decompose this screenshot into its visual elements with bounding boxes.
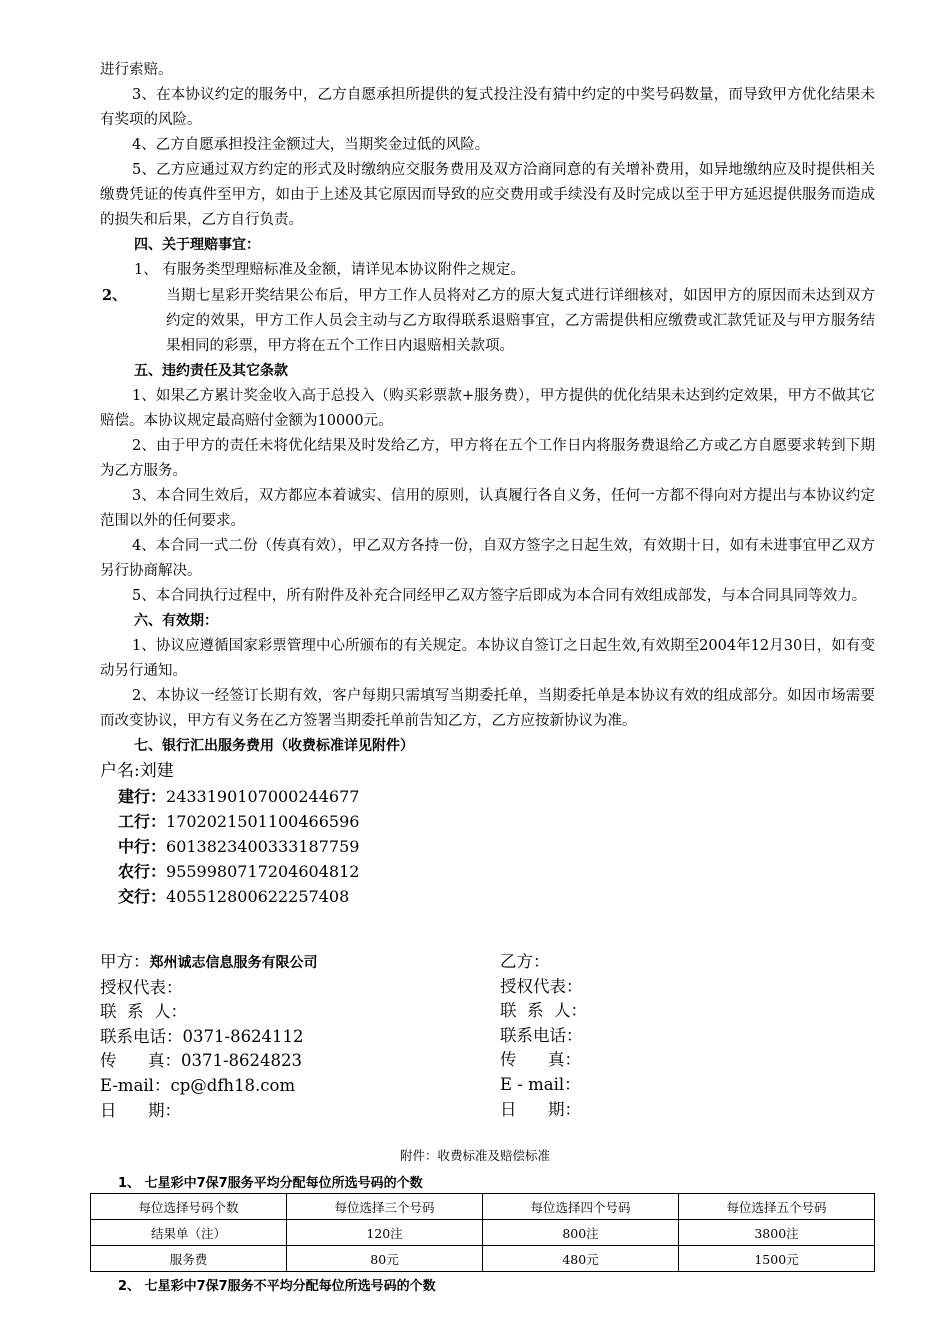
bank-account-number: 2433190107000244677 [166, 787, 360, 806]
table-cell: 800注 [483, 1220, 679, 1246]
party-b-date: 日 期： [500, 1099, 581, 1119]
bank-account-number: 405512800622257408 [166, 887, 350, 906]
party-b-label: 乙方： [500, 952, 550, 971]
table-cell: 3800注 [679, 1220, 875, 1246]
bank-account-number: 1702021501100466596 [166, 812, 360, 831]
clause: 1、如果乙方累计奖金收入高于总投入（购买彩票款+服务费），甲方提供的优化结果未达到约定效果，甲方不做其它赔偿。本协议规定最高赔付金额为10000元。 [100, 388, 875, 429]
table-cell: 结果单（注） [91, 1220, 287, 1246]
clause-number: 2、 [102, 287, 127, 304]
section-heading: 七、银行汇出服务费用（收费标准详见附件） [134, 738, 414, 754]
table-cell: 120注 [287, 1220, 483, 1246]
party-b-fax: 传 真： [500, 1050, 581, 1070]
party-a-firm: 郑州诚志信息服务有限公司 [149, 955, 318, 971]
party-b-tel: 联系电话： [500, 1025, 583, 1045]
paragraph: 3、在本协议约定的服务中，乙方自愿承担所提供的复式投注没有猜中约定的中奖号码数量，而导致甲方优化结果未有奖项的风险。 [100, 87, 875, 128]
clause-text: 当期七星彩开奖结果公布后，甲方工作人员将对乙方的原大复式进行详细核对，如因甲方的原因而未达到双方约定的效果，甲方工作人员会主动与乙方取得联系退赔事宜，乙方需提供相应缴费或汇款凭证及与甲方服务结果相同的彩票，甲方将在五个工作日内退赔相关款项。 [166, 288, 875, 354]
clause: 5、本合同执行过程中，所有附件及补充合同经甲乙双方签字后即成为本合同有效组成部发，与本合同具同等效力。 [132, 588, 867, 604]
paragraph: 5、乙方应通过双方约定的形式及时缴纳应交服务费用及双方洽商同意的有关增补费用，如异地缴纳应及时提供相关缴费凭证的传真件至甲方，如由于上述及其它原因而导致的应交费用或手续没有及时完成以至于甲方延迟提供服务而造成的损失和后果，乙方自行负责。 [100, 162, 875, 228]
party-a-contact: 联 系 人： [100, 1002, 187, 1022]
party-a-label: 甲方：郑州诚志信息服务有限公司 [100, 952, 318, 971]
clause: 4、本合同一式二份（传真有效），甲乙双方各持一份，自双方签字之日起生效，有效期十日，如有未进事宜甲乙双方另行协商解决。 [100, 538, 875, 579]
table-header-cell: 每位选择四个号码 [483, 1194, 679, 1220]
table-header-cell: 每位选择五个号码 [679, 1194, 875, 1220]
paragraph: 4、乙方自愿承担投注金额过大，当期奖金过低的风险。 [132, 137, 490, 153]
clause: 2、本协议一经签订长期有效，客户每期只需填写当期委托单，当期委托单是本协议有效的组成部分。如因市场需要而改变协议，甲方有义务在乙方签署当期委托单前告知乙方，乙方应按新协议为准。 [100, 688, 875, 729]
bank-row [100, 884, 875, 909]
bank-name: 交行： [118, 887, 167, 906]
contract-body [100, 58, 875, 909]
table-header-row [91, 1194, 875, 1220]
table-cell: 1500元 [679, 1246, 875, 1272]
bank-account-number: 6013823400333187759 [166, 837, 360, 856]
clause: 2、由于甲方的责任未将优化结果及时发给乙方，甲方将在五个工作日内将服务费退给乙方或乙方自愿要求转到下期为乙方服务。 [100, 438, 875, 479]
party-b-email: E - mail： [500, 1074, 581, 1094]
table-header-cell: 每位选择三个号码 [287, 1194, 483, 1220]
clause: 1、协议应遵循国家彩票管理中心所颁布的有关规定。本协议自签订之日起生效,有效期至2004年12月30日，如有变动另行通知。 [100, 638, 875, 679]
fee-table [90, 1193, 875, 1272]
section-heading: 四、关于理赔事宜： [134, 237, 260, 253]
bank-row [100, 809, 875, 834]
attachment-title: 附件：收费标准及赔偿标准 [399, 1148, 550, 1163]
bank-name: 工行： [118, 812, 167, 831]
party-b [500, 950, 587, 1122]
paragraph: 进行索赔。 [100, 62, 173, 78]
bank-name: 中行： [118, 837, 167, 856]
section-heading: 五、违约责任及其它条款 [134, 363, 288, 379]
section-heading: 六、有效期： [134, 613, 218, 629]
bank-row [100, 859, 875, 884]
clause: 1、 有服务类型理赔标准及金额，请详见本协议附件之规定。 [134, 262, 525, 278]
table-cell: 480元 [483, 1246, 679, 1272]
bank-name: 建行： [118, 787, 167, 806]
party-a-tel: 联系电话：0371-8624112 [100, 1026, 304, 1046]
party-a-email: E-mail：cp@dfh18.com [100, 1075, 296, 1095]
bank-row [100, 834, 875, 859]
clause: 3、本合同生效后，双方都应本着诚实、信用的原则，认真履行各自义务，任何一方都不得向对方提出与本协议约定范围以外的任何要求。 [100, 488, 875, 529]
bank-row [100, 784, 875, 809]
table-row [91, 1246, 875, 1272]
attachment-heading: 1、 七星彩中7保7服务平均分配每位所选号码的个数 [118, 1176, 423, 1191]
party-b-contact: 联 系 人： [500, 1001, 587, 1021]
party-a-fax: 传 真：0371-8624823 [100, 1051, 303, 1071]
table-header-cell: 每位选择号码个数 [91, 1194, 287, 1220]
clause [100, 283, 875, 359]
party-a-rep: 授权代表： [100, 977, 183, 997]
table-cell: 服务费 [91, 1246, 287, 1272]
party-a-date: 日 期： [100, 1100, 181, 1120]
attachment-heading: 2、 七星彩中7保7服务不平均分配每位所选号码的个数 [118, 1279, 436, 1294]
account-name: 户名:刘建 [100, 761, 174, 781]
party-b-rep: 授权代表： [500, 976, 583, 996]
bank-account-number: 9559980717204604812 [166, 862, 360, 881]
bank-name: 农行： [118, 862, 167, 881]
table-row [91, 1220, 875, 1246]
party-a [100, 950, 318, 1123]
table-cell: 80元 [287, 1246, 483, 1272]
